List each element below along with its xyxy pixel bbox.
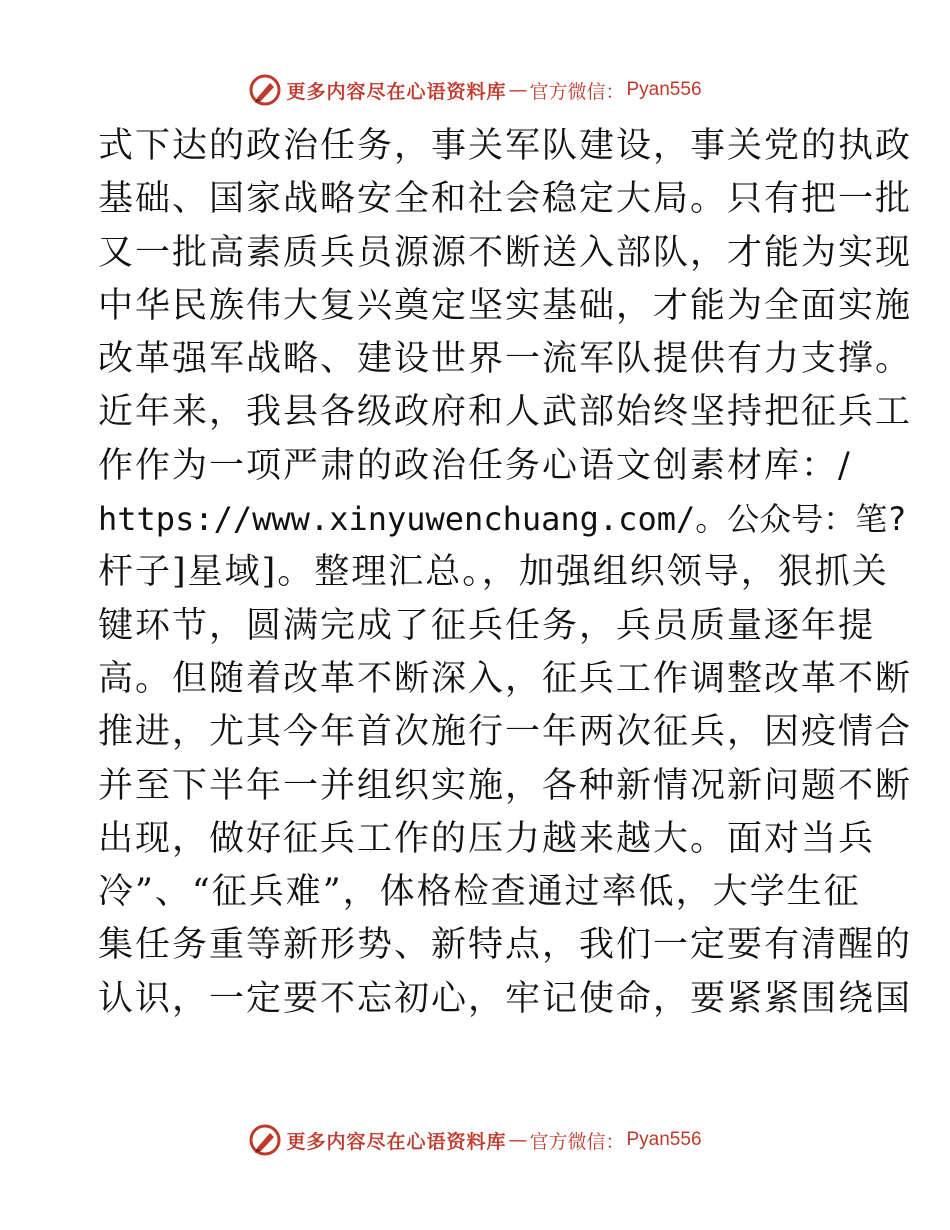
body-line: 式下达的政治任务，事关军队建设，事关党的执政 [98,126,913,166]
body-line-url: https://www.xinyuwenchuang.com/。公众号：笔? [98,500,907,539]
pen-logo-icon [248,73,282,107]
footer-banner [0,1120,950,1160]
body-line: 近年来，我县各级政府和人武部始终坚持把征兵工 [98,392,913,433]
body-line: 集任务重等新形势、新特点，我们一定要有清醒的 [98,925,913,966]
header-banner [0,70,950,110]
document-body [98,120,913,1026]
body-line: 冷”、“征兵难”，体格检查通过率低，大学生征 [98,872,861,913]
header-banner-separator: — [508,79,528,101]
footer-wechat-label: 官方微信： [529,1130,625,1153]
pen-logo-icon [248,1123,282,1157]
body-line: 中华民族伟大复兴奠定坚实基础，才能为全面实施 [98,285,913,326]
body-line: 并至下半年一并组织实施，各种新情况新问题不断 [98,765,913,806]
body-line: 又一批高素质兵员源源不断送入部队，才能为实现 [98,232,913,273]
header-banner-text: 更多内容尽在心语资料库 [286,80,507,103]
footer-wechat-id: Pyan556 [626,1129,702,1150]
body-line: 基础、国家战略安全和社会稳定大局。只有把一批 [98,179,913,220]
body-line: 改革强军战略、建设世界一流军队提供有力支撑。 [98,339,913,380]
footer-banner-separator: — [508,1129,528,1151]
header-wechat-id: Pyan556 [626,79,702,100]
body-line: 作作为一项严肃的政治任务心语文创素材库：/ [98,445,852,486]
footer-banner-text: 更多内容尽在心语资料库 [286,1130,507,1153]
header-wechat-label: 官方微信： [529,80,625,103]
body-line: 出现，做好征兵工作的压力越来越大。面对当兵 [98,818,876,859]
body-line: 认识，一定要不忘初心，牢记使命，要紧紧围绕国 [98,978,913,1019]
body-line: 键环节，圆满完成了征兵任务，兵员质量逐年提 [98,605,876,646]
body-line: 杆子]星域]。整理汇总。，加强组织领导，狠抓关 [98,552,889,593]
body-line: 高。但随着改革不断深入，征兵工作调整改革不断 [98,658,913,699]
body-line: 推进，尤其今年首次施行一年两次征兵，因疫情合 [98,712,913,753]
